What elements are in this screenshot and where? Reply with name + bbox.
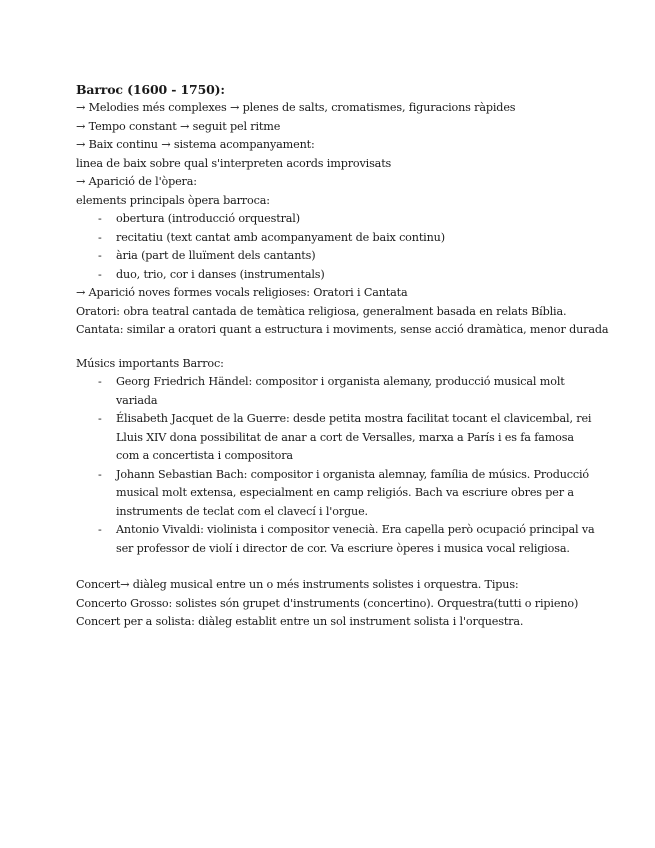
paragraph-spacer — [76, 340, 596, 355]
document-body — [76, 80, 609, 632]
text-line: Oratori: obra teatral cantada de temàtica religiosa, generalment basada en relats Bíblia. — [76, 304, 567, 318]
dash-bullet: - — [98, 249, 102, 262]
musicians-heading: Músics importants Barroc: — [76, 356, 224, 370]
list-item — [76, 373, 596, 410]
opera-elements-list — [76, 210, 596, 284]
section-title: Barroc (1600 - 1750): — [76, 82, 225, 97]
text-line: Concerto Grosso: solistes són grupet d'instruments (concertino). Orquestra(tutti o ripieno) — [76, 596, 579, 610]
text-line: → Aparició de l'òpera: — [76, 175, 197, 188]
text-line: → Aparició noves formes vocals religioses: Oratori i Cantata — [76, 286, 408, 299]
text-line: Cantata: similar a oratori quant a estructura i moviments, sense acció dramàtica, menor durada — [76, 323, 609, 336]
text-line: → Baix continu → sistema acompanyament: — [76, 138, 315, 151]
dash-bullet: - — [98, 412, 102, 425]
dash-bullet: - — [98, 375, 102, 388]
list-item-text: ària (part de lluïment dels cantants) — [116, 249, 316, 262]
list-item — [76, 247, 596, 266]
dash-bullet: - — [98, 467, 102, 481]
dash-bullet: - — [98, 267, 102, 281]
text-line: Concert→ diàleg musical entre un o més instruments solistes i orquestra. Tipus: — [76, 578, 519, 591]
list-item-text: duo, trio, cor i danses (instrumentals) — [116, 267, 325, 281]
list-item-text: Antonio Vivaldi: violinista i compositor venecià. Era capella però ocupació principal va ser professor de violí i director de cor. Va escriure òperes i musica vocal religiosa. — [116, 523, 595, 555]
list-item — [76, 521, 596, 558]
dash-bullet: - — [98, 230, 102, 244]
list-item — [76, 229, 596, 248]
list-item-text: Élisabeth Jacquet de la Guerre: desde petita mostra facilitat tocant el clavicembal, rei Lluis XIV dona possibilitat de anar a cort de Versalles, marxa a París i es fa famosa com a concertista i compositora — [116, 412, 592, 462]
list-item-text: Johann Sebastian Bach: compositor i organista alemnay, família de músics. Producció musical molt extensa, especialment en camp religiós. Bach va escriure obres per a instruments de teclat com el clavecí i l'orgue. — [116, 467, 590, 518]
dash-bullet: - — [98, 523, 102, 536]
list-item — [76, 466, 596, 522]
dash-bullet: - — [98, 212, 102, 225]
list-item-text: obertura (introducció orquestral) — [116, 212, 300, 225]
text-line: → Melodies més complexes → plenes de salts, cromatismes, figuracions ràpides — [76, 101, 516, 114]
text-line: linea de baix sobre qual s'interpreten acords improvisats — [76, 156, 392, 170]
text-line: elements principals òpera barroca: — [76, 193, 270, 207]
paragraph-spacer — [76, 558, 596, 576]
list-item — [76, 266, 596, 285]
text-line: → Tempo constant → seguit pel ritme — [76, 119, 281, 133]
text-line: Concert per a solista: diàleg establit entre un sol instrument solista i l'orquestra. — [76, 615, 524, 628]
list-item — [76, 410, 596, 466]
list-item-text: recitatiu (text cantat amb acompanyament de baix continu) — [116, 230, 445, 244]
list-item — [76, 210, 596, 229]
list-item-text: Georg Friedrich Händel: compositor i organista alemany, producció musical molt variada — [116, 375, 565, 407]
musicians-list — [76, 373, 596, 558]
